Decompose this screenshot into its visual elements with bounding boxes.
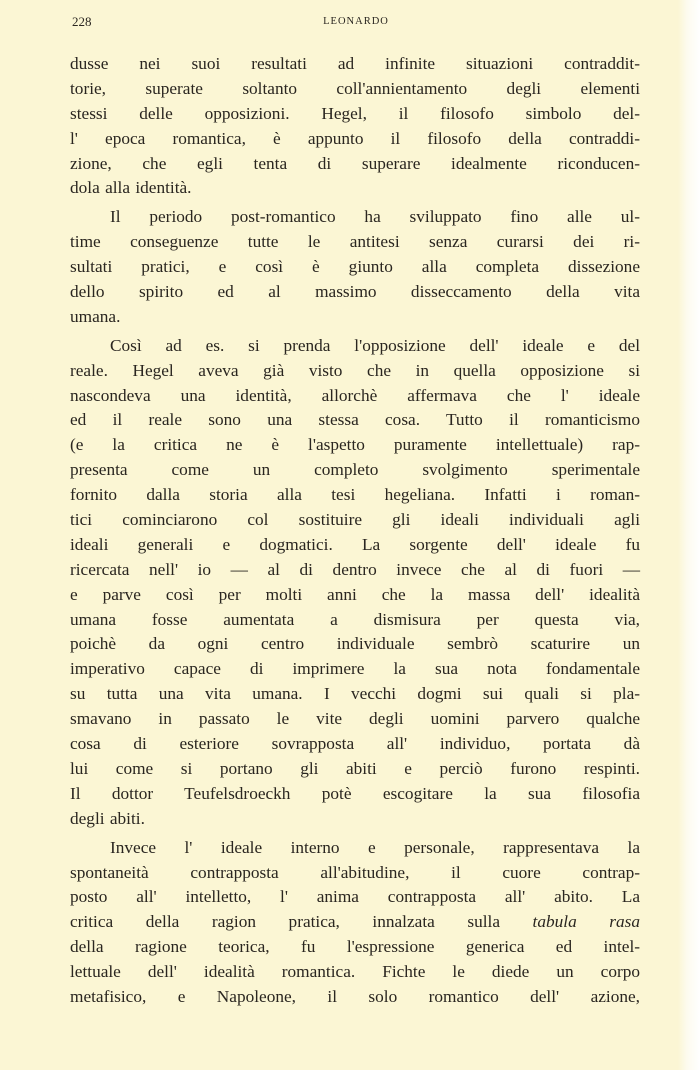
- text-line: critica della ragion pratica, innalzata sulla tabula rasa: [70, 912, 640, 932]
- text-line: ideali generali e dogmatici. La sorgente dell' ideale fu: [70, 534, 640, 554]
- text-line: reale. Hegel aveva già visto che in quella opposizione si: [70, 360, 640, 380]
- paragraph: [70, 205, 640, 329]
- text-line: posto all' intelletto, l' anima contrapposta all' abito. La: [70, 887, 640, 907]
- text-line: nascondeva una identità, allorchè affermava che l' ideale: [70, 385, 640, 405]
- text-line: fornito dalla storia alla tesi hegeliana. Infatti i roman-: [70, 485, 640, 505]
- text-line: presenta come un completo svolgimento sperimentale: [70, 460, 640, 480]
- text-line: Il dottor Teufelsdroeckh potè escogitare la sua filosofia: [70, 783, 640, 803]
- text-line: umana.: [70, 306, 121, 326]
- text-line: stessi delle opposizioni. Hegel, il filosofo simbolo del-: [70, 103, 640, 123]
- text-line: cosa di esteriore sovrapposta all' individuo, portata dà: [70, 734, 640, 754]
- page-number: 228: [72, 14, 92, 29]
- text-line: dello spirito ed al massimo disseccamento della vita: [70, 282, 640, 302]
- text-line: dola alla identità.: [70, 178, 192, 198]
- text-line: zione, che egli tenta di superare idealmente riconducen-: [70, 153, 640, 173]
- text-line: (e la critica ne è l'aspetto puramente intellettuale) rap-: [70, 435, 640, 455]
- paragraph: [70, 52, 640, 201]
- text-line: della ragione teorica, fu l'espressione generica ed intel-: [70, 937, 640, 957]
- page-edge: [678, 0, 700, 1070]
- text-line: l' epoca romantica, è appunto il filosofo della contraddi-: [70, 128, 640, 148]
- paragraph: [70, 836, 640, 1010]
- text-line: e parve così per molti anni che la massa dell' idealità: [70, 584, 640, 604]
- text-line: torie, superate soltanto coll'annientamento degli elementi: [70, 78, 640, 98]
- text-line: dusse nei suoi resultati ad infinite situazioni contraddit-: [70, 54, 640, 73]
- text-line: su tutta una vita umana. I vecchi dogmi sui quali si pla-: [70, 684, 640, 704]
- text-line: sultati pratici, e così è giunto alla completa dissezione: [70, 257, 640, 277]
- text-line: smavano in passato le vite degli uomini parvero qualche: [70, 709, 640, 729]
- italic-phrase: tabula rasa: [532, 912, 640, 932]
- running-head: LEONARDO: [323, 16, 389, 27]
- text-line: Il periodo post-romantico ha sviluppato fino alle ul-: [110, 207, 640, 227]
- text-line: umana fosse aumentata a dismisura per questa via,: [70, 609, 640, 629]
- text-line: tici cominciarono col sostituire gli ideali individuali agli: [70, 510, 640, 530]
- text-line: poichè da ogni centro individuale sembrò scaturire un: [70, 634, 640, 654]
- text-line: time conseguenze tutte le antitesi senza curarsi dei ri-: [70, 232, 640, 252]
- text-line: metafisico, e Napoleone, il solo romantico dell' azione,: [70, 986, 640, 1006]
- text-line: spontaneità contrapposta all'abitudine, il cuore contrap-: [70, 862, 640, 882]
- text-line: lui come si portano gli abiti e perciò furono respinti.: [70, 758, 640, 778]
- paragraph: [70, 334, 640, 832]
- page-header: [72, 14, 640, 34]
- text-line: imperativo capace di imprimere la sua nota fondamentale: [70, 659, 640, 679]
- text-line: ricercata nell' io — al di dentro invece che al di fuori —: [70, 559, 640, 579]
- text-line: degli abiti.: [70, 808, 145, 828]
- text-line: Invece l' ideale interno e personale, rappresentava la: [110, 837, 640, 857]
- text-line: ed il reale sono una stessa cosa. Tutto il romanticismo: [70, 410, 640, 430]
- text-line: Così ad es. si prenda l'opposizione dell' ideale e del: [110, 335, 640, 355]
- page-body: [70, 52, 640, 1014]
- text-line: lettuale dell' idealità romantica. Fichte le diede un corpo: [70, 962, 640, 982]
